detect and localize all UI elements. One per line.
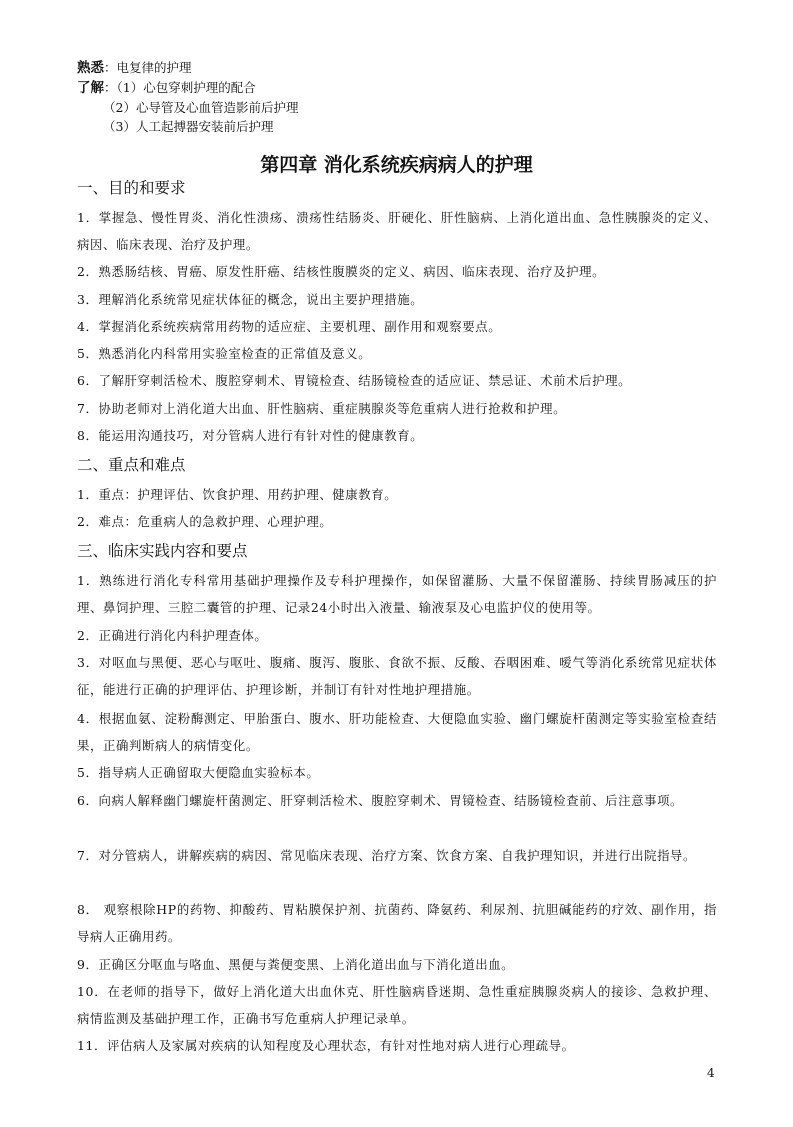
section-heading-key-points: 二、重点和难点 xyxy=(77,456,186,474)
understand-item-3: （3）人工起搏器安装前后护理 xyxy=(103,119,274,134)
list-item: 10．在老师的指导下，做好上消化道大出血休克、肝性脑病昏迷期、急性重症胰腺炎病人的接诊、急救护理、病情监测及基础护理工作，正确书写危重病人护理记录单。 xyxy=(77,984,717,1026)
understand-label: 了解 xyxy=(77,80,104,96)
list-item: 2．熟悉肠结核、胃癌、原发性肝癌、结核性腹膜炎的定义、病因、临床表现、治疗及护理。 xyxy=(77,264,606,279)
list-item: 1．掌握急、慢性胃炎、消化性溃疡、溃疡性结肠炎、肝硬化、肝性脑病、上消化道出血、急性胰腺炎的定义、病因、临床表现、治疗及护理。 xyxy=(77,210,717,252)
list-item: 7．对分管病人，讲解疾病的病因、常见临床表现、治疗方案、饮食方案、自我护理知识，并进行出院指导。 xyxy=(77,848,697,863)
list-item: 3．理解消化系统常见症状体征的概念，说出主要护理措施。 xyxy=(77,292,424,307)
list-item: 9．正确区分呕血与咯血、黑便与粪便变黑、上消化道出血与下消化道出血。 xyxy=(77,957,515,972)
understand-line xyxy=(77,79,256,97)
list-item: 3．对呕血与黑便、恶心与呕吐、腹痛、腹泻、腹胀、食欲不振、反酸、吞咽困难、嗳气等消化系统常见症状体征，能进行正确的护理评估、护理诊断，并制订有针对性地护理措施。 xyxy=(77,655,717,697)
list-item: 7．协助老师对上消化道大出血、肝性脑病、重症胰腺炎等危重病人进行抢救和护理。 xyxy=(77,401,567,416)
list-item: 11．评估病人及家属对疾病的认知程度及心理状态，有针对性地对病人进行心理疏导。 xyxy=(77,1038,575,1053)
list-item: 1．重点：护理评估、饮食护理、用药护理、健康教育。 xyxy=(77,487,398,502)
list-item: 4．掌握消化系统疾病常用药物的适应症、主要机理、副作用和观察要点。 xyxy=(77,319,502,334)
list-item: 5．指导病人正确留取大便隐血实验标本。 xyxy=(77,765,320,780)
familiar-line xyxy=(77,59,192,77)
section-heading-clinical-practice: 三、临床实践内容和要点 xyxy=(77,542,248,560)
list-item: 2．正确进行消化内科护理查体。 xyxy=(77,628,268,643)
list-item: 8．能运用沟通技巧，对分管病人进行有针对性的健康教育。 xyxy=(77,428,424,443)
familiar-text: ：电复律的护理 xyxy=(104,60,192,75)
understand-item-2: （2）心导管及心血管造影前后护理 xyxy=(103,100,299,115)
understand-text: ：（1）心包穿刺护理的配合 xyxy=(104,80,256,95)
list-item: 6．向病人解释幽门螺旋杆菌测定、肝穿刺活检术、腹腔穿刺术、胃镜检查、结肠镜检查前、后注意事项。 xyxy=(77,793,684,808)
familiar-label: 熟悉 xyxy=(77,60,104,76)
chapter-title: 第四章 消化系统疾病病人的护理 xyxy=(260,154,533,176)
list-item: 6．了解肝穿刺活检术、腹腔穿刺术、胃镜检查、结肠镜检查的适应证、禁忌证、术前术后护理。 xyxy=(77,373,632,388)
list-item: 8． 观察根除HP的药物、抑酸药、胃粘膜保护剂、抗菌药、降氨药、利尿剂、抗胆碱能药的疗效、副作用，指导病人正确用药。 xyxy=(77,902,717,944)
page-number: 4 xyxy=(707,1066,715,1080)
list-item: 2．难点：危重病人的急救护理、心理护理。 xyxy=(77,514,333,529)
list-item: 1．熟练进行消化专科常用基础护理操作及专科护理操作，如保留灌肠、大量不保留灌肠、持续胃肠减压的护理、鼻饲护理、三腔二囊管的护理、记录24小时出入液量、输液泵及心电监护仪的使用等。 xyxy=(77,573,717,615)
list-item: 4．根据血氨、淀粉酶测定、甲胎蛋白、腹水、肝功能检查、大便隐血实验、幽门螺旋杆菌测定等实验室检查结果，正确判断病人的病情变化。 xyxy=(77,711,717,753)
section-heading-goals: 一、目的和要求 xyxy=(77,179,186,197)
list-item: 5．熟悉消化内科常用实验室检查的正常值及意义。 xyxy=(77,346,372,361)
